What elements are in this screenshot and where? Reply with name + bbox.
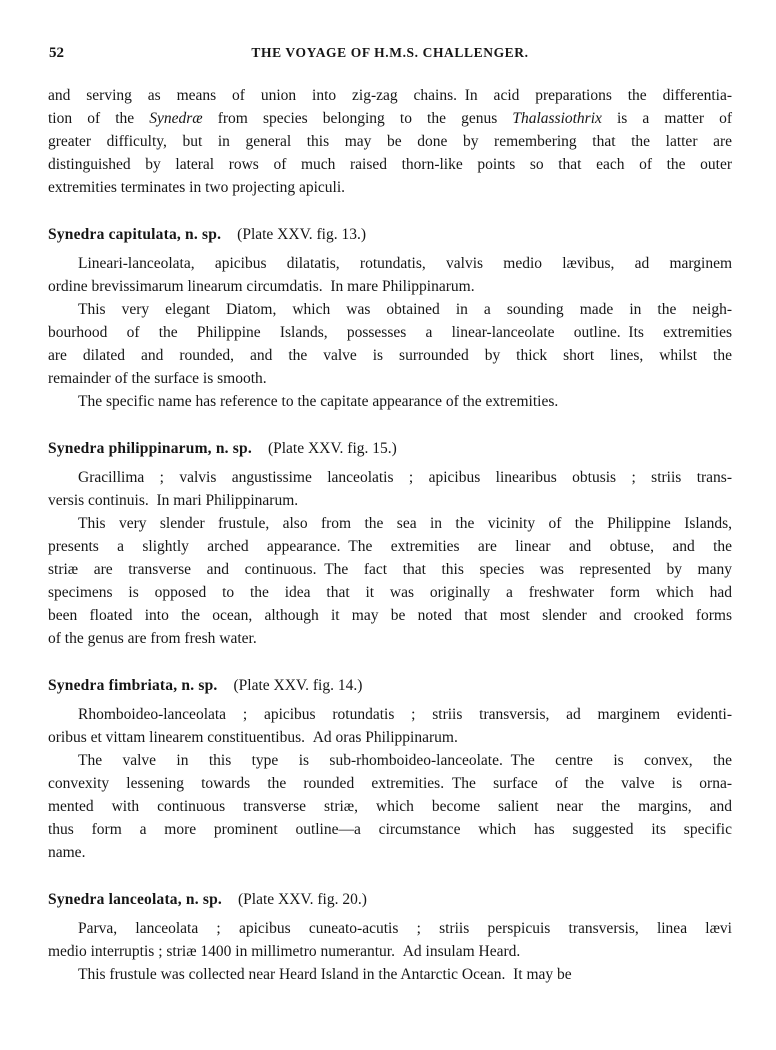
species-section [48, 888, 732, 986]
species-section [48, 674, 732, 864]
text-line: mented with continuous transverse striæ, which become salient near the margins, and [48, 798, 732, 815]
page-number: 52 [49, 45, 64, 61]
paragraph [48, 512, 732, 650]
text-line: greater difficulty, but in general this may be done by remembering that the latter are [48, 133, 732, 150]
paragraph [48, 749, 732, 864]
text-line: oribus et vittam linearem constituentibus. Ad oras Philippinarum. [48, 729, 458, 746]
text-line: tion of the Synedræ from species belonging to the genus Thalassiothrix is a matter of [48, 110, 732, 127]
text-line: remainder of the surface is smooth. [48, 370, 267, 387]
plate-reference: (Plate XXV. fig. 14.) [233, 677, 363, 694]
section-heading [48, 674, 732, 697]
plate-reference: (Plate XXV. fig. 20.) [238, 891, 367, 908]
paragraph [48, 963, 732, 986]
paragraph [48, 390, 732, 413]
species-section [48, 223, 732, 413]
text-line: thus form a more prominent outline—a circumstance which has suggested its specific [48, 821, 732, 838]
text-line: The valve in this type is sub-rhomboideo-lanceolate. The centre is convex, the [78, 752, 732, 769]
plate-reference: (Plate XXV. fig. 15.) [267, 440, 397, 457]
page-body [48, 84, 732, 986]
text-line: specimens is opposed to the idea that it was originally a freshwater form which had [48, 584, 732, 601]
text-line: Lineari-lanceolata, apicibus dilatatis, rotundatis, valvis medio lævibus, ad marginem [78, 255, 732, 272]
species-section [48, 84, 732, 199]
text-line: The specific name has reference to the capitate appearance of the extremities. [78, 393, 559, 410]
species-section [48, 437, 732, 650]
text-line: presents a slightly arched appearance. The extremities are linear and obtuse, and the [48, 538, 732, 555]
page-header [48, 44, 732, 62]
text-line: medio interruptis ; striæ 1400 in millimetro numerantur. Ad insulam Heard. [48, 943, 521, 960]
species-name: Synedra philippinarum, n. sp. [48, 440, 252, 457]
text-line: This frustule was collected near Heard Island in the Antarctic Ocean. It may be [78, 966, 572, 983]
text-line: been floated into the ocean, although it may be noted that most slender and crooked forms [48, 607, 732, 624]
text-line: striæ are transverse and continuous. The fact that this species was represented by many [48, 561, 732, 578]
paragraph [48, 917, 732, 963]
running-title: THE VOYAGE OF H.M.S. CHALLENGER. [251, 45, 529, 60]
text-line: distinguished by lateral rows of much raised thorn-like points so that each of the outer [48, 156, 732, 173]
paragraph [48, 703, 732, 749]
species-name: Synedra fimbriata, n. sp. [48, 677, 218, 694]
species-name: Synedra capitulata, n. sp. [48, 226, 222, 243]
text-line: Parva, lanceolata ; apicibus cuneato-acutis ; striis perspicuis transversis, linea lævi [78, 920, 732, 937]
text-line: extremities terminates in two projecting apiculi. [48, 179, 345, 196]
paragraph [48, 298, 732, 390]
section-heading [48, 888, 732, 911]
text-line: versis continuis. In mari Philippinarum. [48, 492, 299, 509]
species-name: Synedra lanceolata, n. sp. [48, 891, 222, 908]
text-line: are dilated and rounded, and the valve is surrounded by thick short lines, whilst the [48, 347, 732, 364]
text-line: of the genus are from fresh water. [48, 630, 257, 647]
plate-reference: (Plate XXV. fig. 13.) [237, 226, 367, 243]
text-line: convexity lessening towards the rounded extremities. The surface of the valve is orna- [48, 775, 732, 792]
text-line: Rhomboideo-lanceolata ; apicibus rotundatis ; striis transversis, ad marginem evidenti- [78, 706, 732, 723]
paragraph [48, 84, 732, 199]
text-line: name. [48, 844, 86, 861]
text-line: This very elegant Diatom, which was obtained in a sounding made in the neigh- [78, 301, 732, 318]
paragraph [48, 252, 732, 298]
text-line: and serving as means of union into zig-zag chains. In acid preparations the differentia- [48, 87, 732, 104]
text-line: ordine brevissimarum linearum circumdatis. In mare Philippinarum. [48, 278, 475, 295]
text-line: Gracillima ; valvis angustissime lanceolatis ; apicibus linearibus obtusis ; striis trans- [78, 469, 732, 486]
text-line: This very slender frustule, also from the sea in the vicinity of the Philippine Islands, [78, 515, 732, 532]
text-line: bourhood of the Philippine Islands, possesses a linear-lanceolate outline. Its extremities [48, 324, 732, 341]
section-heading [48, 223, 732, 246]
paragraph [48, 466, 732, 512]
section-heading [48, 437, 732, 460]
